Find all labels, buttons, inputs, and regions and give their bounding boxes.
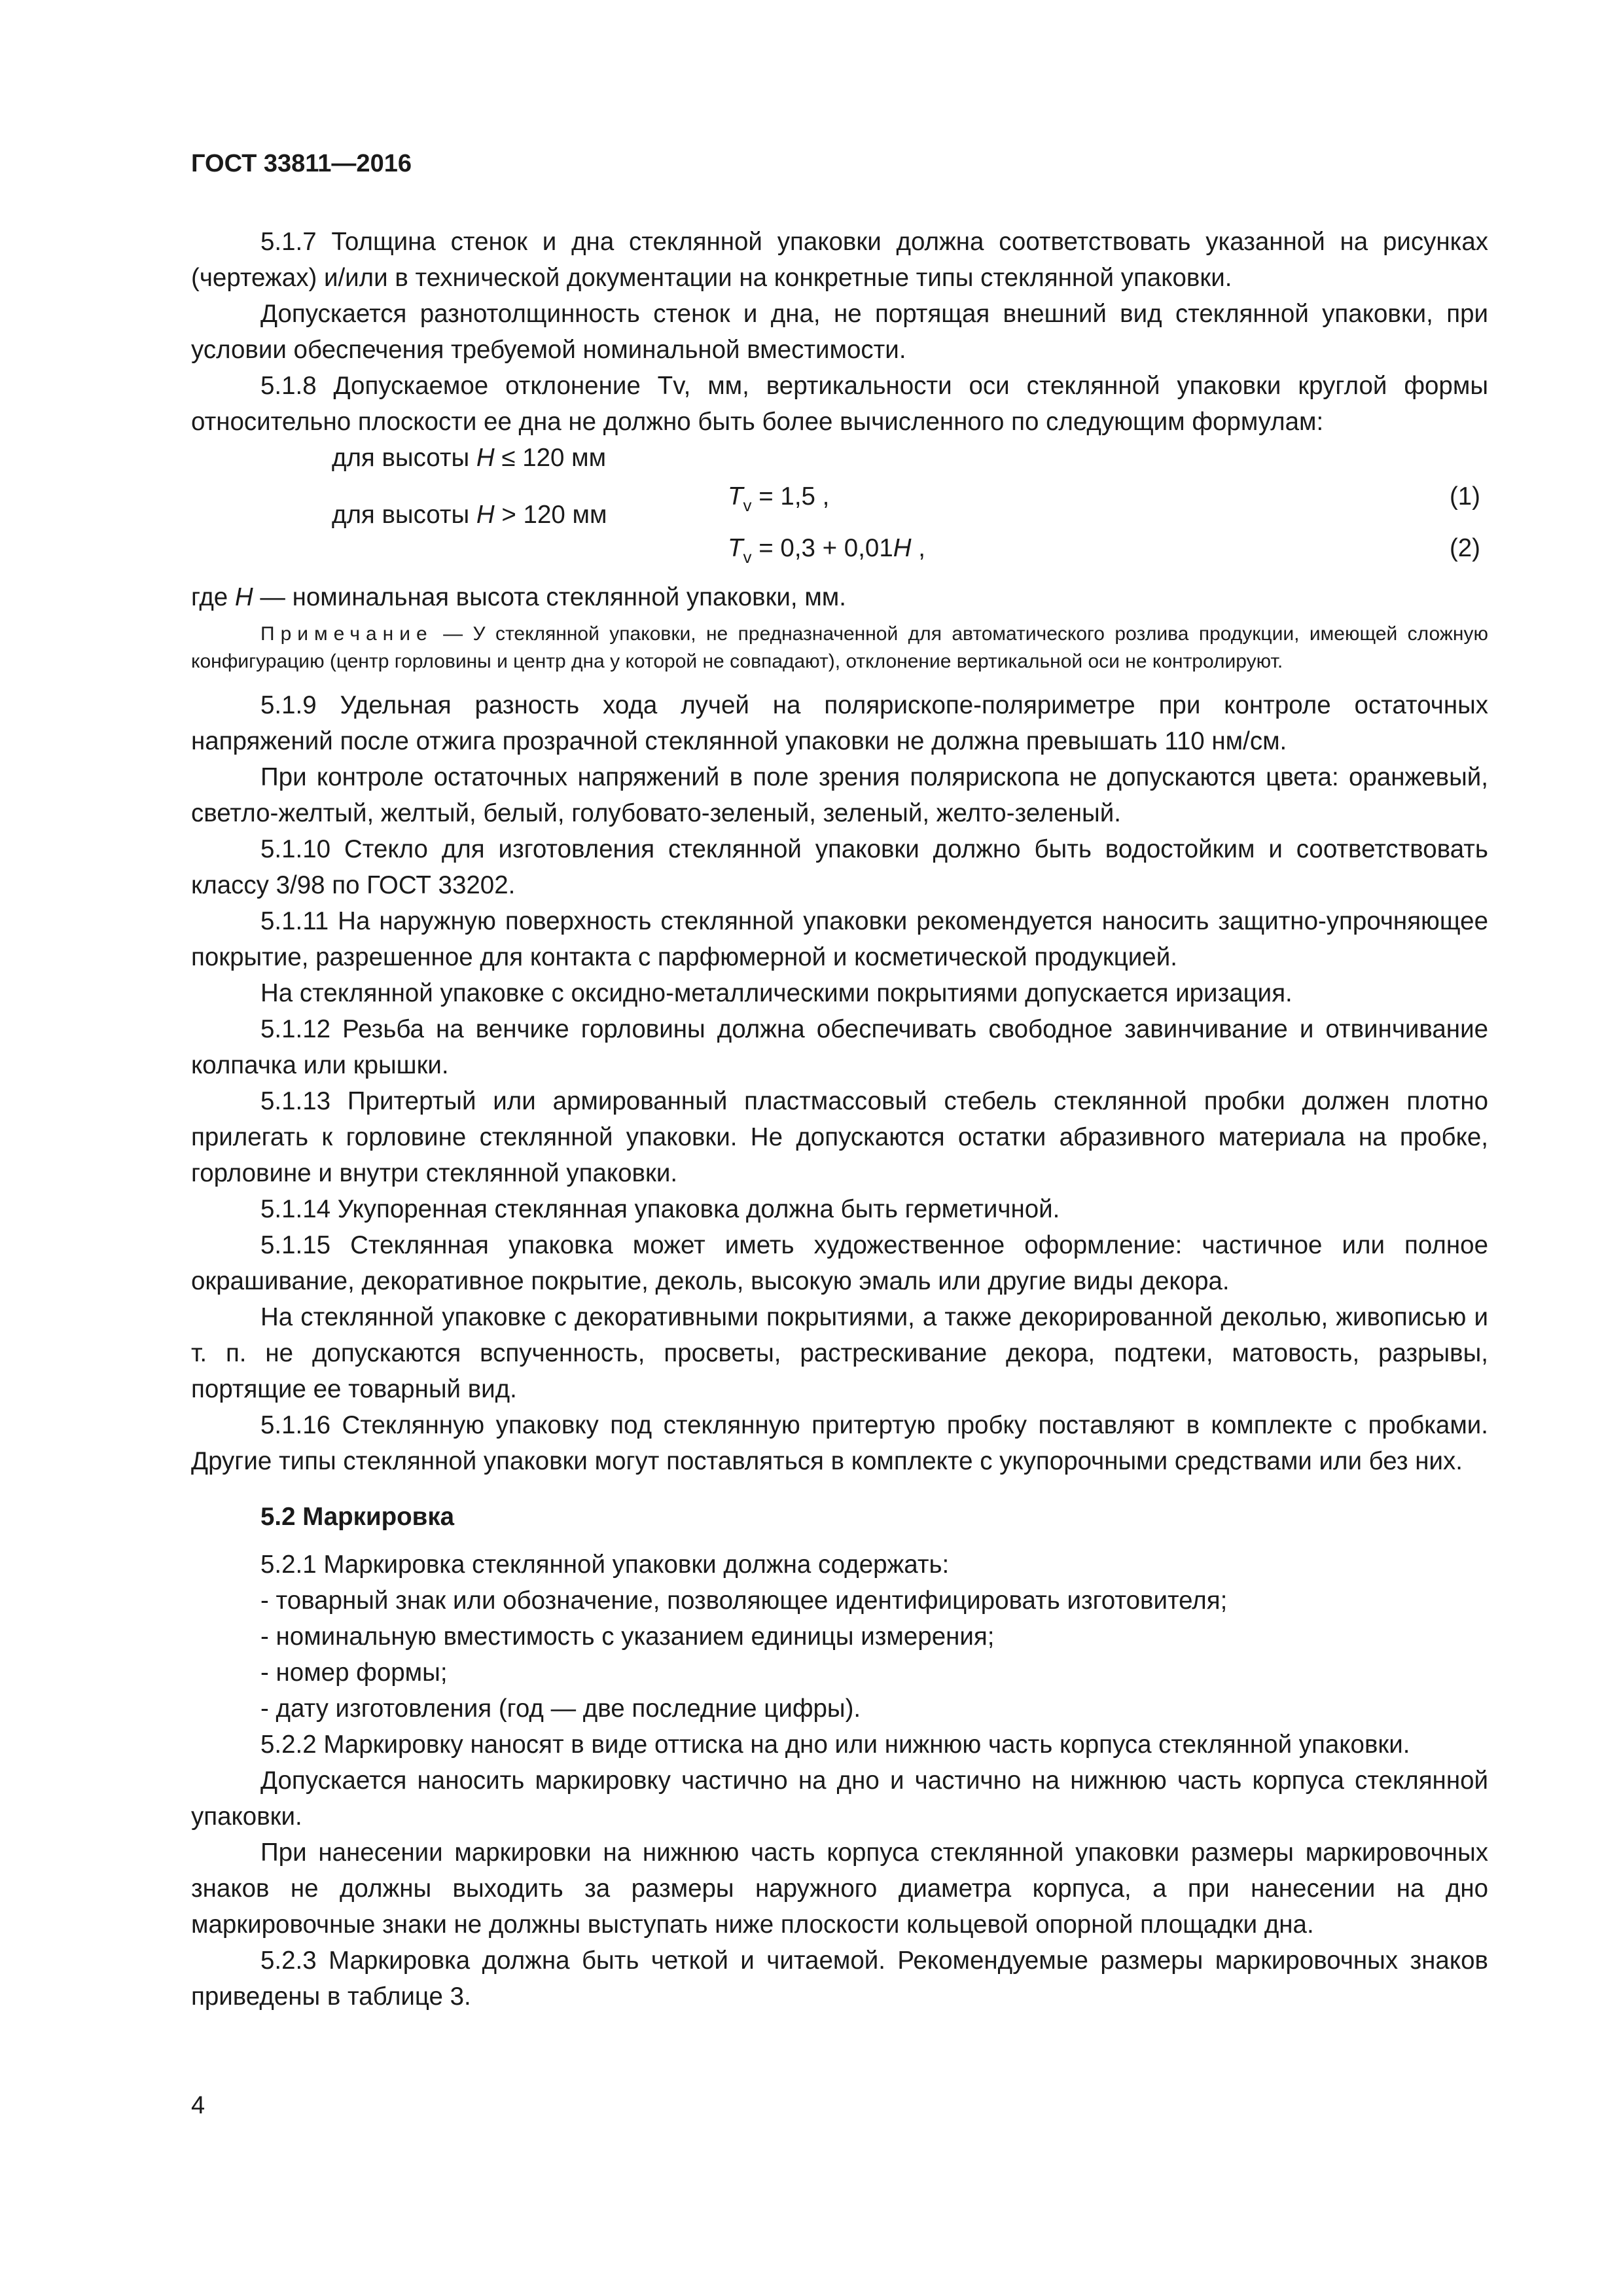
note-label: Примечание: [260, 623, 433, 645]
paragraph-colors: При контроле остаточных напряжений в поле зрения полярископа не допускаются цвета: оранжевый, светло-желтый, желтый, белый, голубовато-зеленый, зеленый, желто-зеленый.: [191, 763, 1488, 827]
formula-block: [191, 476, 1488, 579]
list-item: - номинальную вместимость с указанием единицы измерения;: [260, 1623, 995, 1651]
formula-condition-2: для высоты H > 120 мм: [332, 501, 607, 529]
paragraph-5-1-9: 5.1.9 Удельная разность хода лучей на полярископе-поляриметре при контроле остаточных напряжений после отжига прозрачной стеклянной упаковки не должна превышать 110 нм/см.: [191, 691, 1488, 755]
list-item: - номер формы;: [260, 1659, 448, 1687]
page-number: 4: [191, 2092, 205, 2119]
paragraph-5-2-3: 5.2.3 Маркировка должна быть четкой и читаемой. Рекомендуемые размеры маркировочных знаков приведены в таблице 3.: [191, 1946, 1488, 2011]
note-text: — У стеклянной упаковки, не предназначенной для автоматического розлива продукции, имеющей сложную конфигурацию (центр горловины и центр дна у которой не совпадают), отклонение вертикальной оси не контролируют.: [191, 623, 1488, 672]
paragraph-decor-defects: На стеклянной упаковке с декоративными покрытиями, а также декорированной деколью, живописью и т. п. не допускаются вспученность, просветы, растрескивание декора, подтеки, матовость, разрывы, портящие ее товарный вид.: [191, 1303, 1488, 1403]
paragraph-5-2-2: 5.2.2 Маркировку наносят в виде оттиска на дно или нижнюю часть корпуса стеклянной упаковки.: [260, 1731, 1410, 1759]
paragraph-thickness-variation: Допускается разнотолщинность стенок и дна, не портящая внешний вид стеклянной упаковки, при условии обеспечения требуемой номинальной вместимости.: [191, 300, 1488, 364]
formula-2: $T_v = 0,3 + 0,01H$ ,: [728, 534, 925, 567]
paragraph-5-1-8: 5.1.8 Допускаемое отклонение Tv, мм, вертикальности оси стеклянной упаковки круглой формы относительно плоскости ее дна не должно быть более вычисленного по следующим формулам:: [191, 372, 1488, 436]
paragraph-5-1-13: 5.1.13 Притертый или армированный пластмассовый стебель стеклянной пробки должен плотно прилегать к горловине стеклянной упаковки. Не допускаются остатки абразивного материала на пробке, горловине и внутри стеклянной упаковки.: [191, 1087, 1488, 1187]
paragraph-5-1-11: 5.1.11 На наружную поверхность стеклянной упаковки рекомендуется наносить защитно-упрочняющее покрытие, разрешенное для контакта с парфюмерной и косметической продукцией.: [191, 907, 1488, 971]
note: [191, 620, 1488, 675]
formula-2-number: (2): [1449, 534, 1480, 562]
document-body: [191, 224, 1488, 2015]
section-title-marking: 5.2 Маркировка: [260, 1503, 455, 1531]
formula-condition-1: для высоты H ≤ 120 мм: [332, 444, 607, 472]
paragraph-5-1-10: 5.1.10 Стекло для изготовления стеклянной упаковки должно быть водостойким и соответствовать классу 3/98 по ГОСТ 33202.: [191, 835, 1488, 899]
paragraph-partial-marking: Допускается наносить маркировку частично на дно и частично на нижнюю часть корпуса стеклянной упаковки.: [191, 1767, 1488, 1831]
variable-definition: где H — номинальная высота стеклянной упаковки, мм.: [191, 583, 846, 611]
document-code-header: ГОСТ 33811—2016: [191, 150, 412, 177]
paragraph-5-1-7: 5.1.7 Толщина стенок и дна стеклянной упаковки должна соответствовать указанной на рисунках (чертежах) и/или в технической документации на конкретные типы стеклянной упаковки.: [191, 228, 1488, 292]
paragraph-marking-size: При нанесении маркировки на нижнюю часть корпуса стеклянной упаковки размеры маркировочных знаков не должны выходить за размеры наружного диаметра корпуса, а при нанесении на дно маркировочные знаки не должны выступать ниже плоскости кольцевой опорной площадки дна.: [191, 1839, 1488, 1939]
formula-1-number: (1): [1449, 482, 1480, 511]
list-item: - дату изготовления (год — две последние цифры).: [260, 1695, 861, 1723]
paragraph-5-2-1: 5.2.1 Маркировка стеклянной упаковки должна содержать:: [260, 1551, 950, 1579]
paragraph-iridescence: На стеклянной упаковке с оксидно-металлическими покрытиями допускается иризация.: [260, 979, 1293, 1007]
paragraph-5-1-12: 5.1.12 Резьба на венчике горловины должна обеспечивать свободное завинчивание и отвинчивание колпачка или крышки.: [191, 1015, 1488, 1079]
paragraph-5-1-15: 5.1.15 Стеклянная упаковка может иметь художественное оформление: частичное или полное окрашивание, декоративное покрытие, деколь, высокую эмаль или другие виды декора.: [191, 1231, 1488, 1295]
list-item: - товарный знак или обозначение, позволяющее идентифицировать изготовителя;: [260, 1587, 1228, 1615]
paragraph-5-1-14: 5.1.14 Укупоренная стеклянная упаковка должна быть герметичной.: [260, 1195, 1060, 1223]
paragraph-5-1-16: 5.1.16 Стеклянную упаковку под стеклянную притертую пробку поставляют в комплекте с пробками. Другие типы стеклянной упаковки могут поставляться в комплекте с укупорочными средствами или без них.: [191, 1411, 1488, 1475]
formula-1: $T_v = 1,5$ ,: [728, 482, 830, 515]
